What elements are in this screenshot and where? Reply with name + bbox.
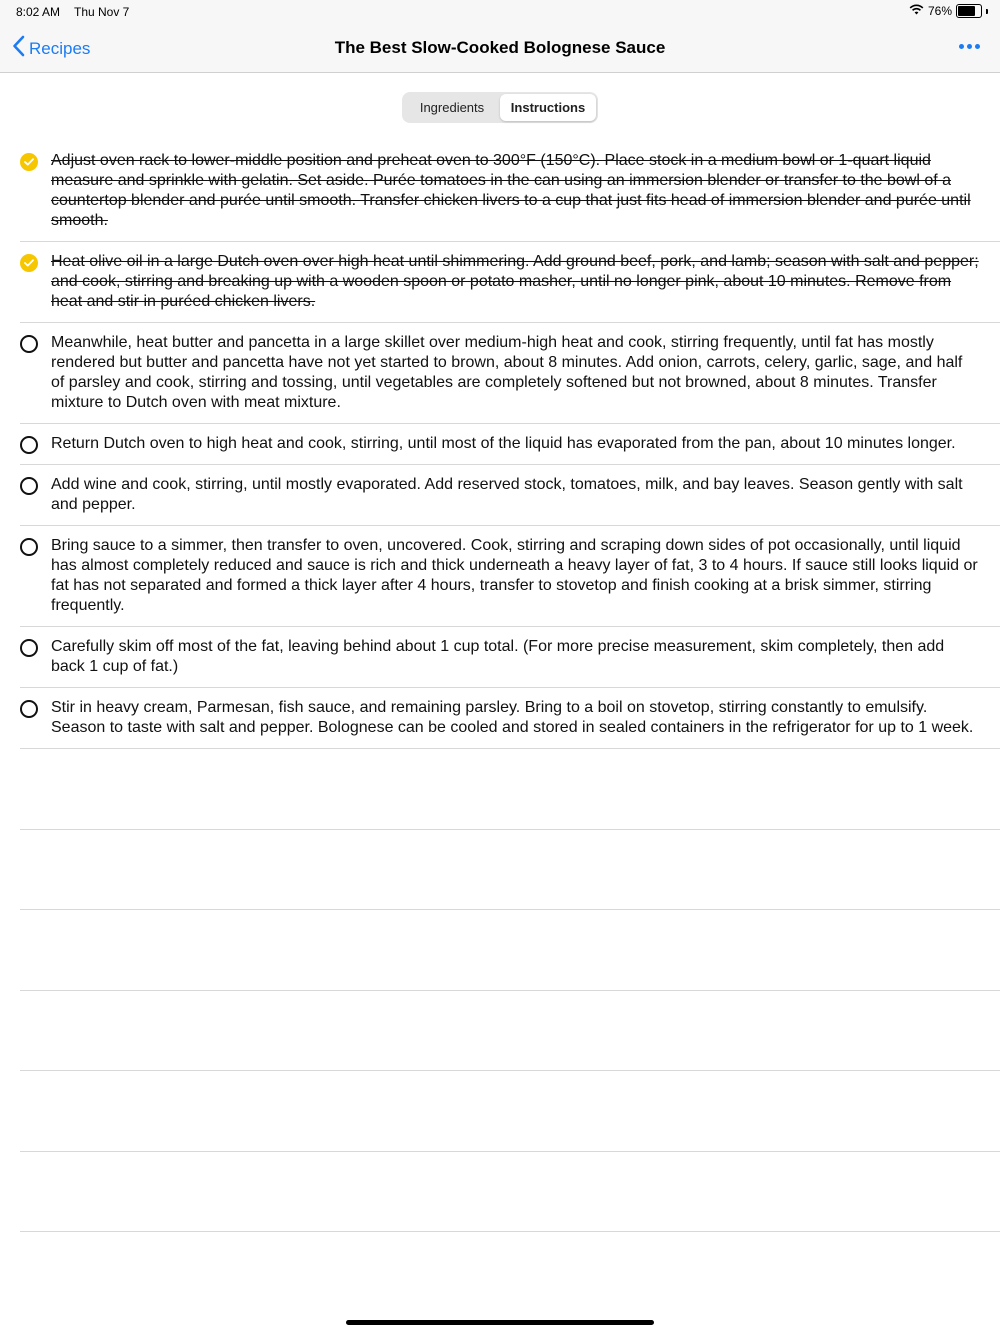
empty-row: [20, 1071, 1000, 1152]
empty-row: [20, 910, 1000, 991]
empty-row: [20, 1152, 1000, 1233]
step-checkbox[interactable]: [20, 637, 51, 657]
empty-circle-icon: [20, 335, 38, 353]
tab-instructions[interactable]: Instructions: [500, 94, 596, 121]
empty-circle-icon: [20, 700, 38, 718]
step-checkbox[interactable]: [20, 536, 51, 556]
empty-circle-icon: [20, 639, 38, 657]
step-checkbox[interactable]: [20, 698, 51, 718]
empty-row: [20, 991, 1000, 1072]
step-text: Carefully skim off most of the fat, leaving behind about 1 cup total. (For more precise measurement, skim completely, then add back 1 cup of fat.): [51, 638, 945, 675]
checkmark-circle-icon: [20, 153, 38, 171]
more-button[interactable]: [959, 44, 980, 49]
instruction-step[interactable]: [20, 688, 1000, 749]
instruction-step[interactable]: [20, 242, 1000, 323]
instruction-step[interactable]: [20, 526, 1000, 627]
status-time: 8:02 AM: [16, 5, 61, 19]
battery-icon: [956, 4, 982, 18]
empty-circle-icon: [20, 477, 38, 495]
step-checkbox[interactable]: [20, 151, 51, 171]
wifi-icon: [909, 4, 924, 18]
step-text: Stir in heavy cream, Parmesan, fish sauce, and remaining parsley. Bring to a boil on stovetop, stirring constantly to emulsify. Season to taste with salt and pepper. Bolognese can be cooled and stored in sealed containers in the refrigerator for up to 1 week.: [51, 699, 974, 736]
status-indicators: [909, 4, 988, 18]
ellipsis-icon-dot: [975, 44, 980, 49]
instruction-step[interactable]: [20, 465, 1000, 526]
step-checkbox[interactable]: [20, 252, 51, 272]
segmented-control: [402, 92, 598, 123]
step-text: Return Dutch oven to high heat and cook, stirring, until most of the liquid has evaporated from the pan, about 10 minutes longer.: [51, 435, 956, 452]
battery-level: [958, 6, 975, 16]
step-checkbox[interactable]: [20, 434, 51, 454]
empty-row: [20, 749, 1000, 830]
step-text: Adjust oven rack to lower-middle position and preheat oven to 300°F (150°C). Place stock in a medium bowl or 1-quart liquid measure and sprinkle with gelatin. Set aside. Purée tomatoes in the can using an immersion blender or transfer to the bowl of a countertop blender and purée until smooth. Transfer chicken livers to a cup that just fits head of immersion blender and purée until smooth.: [51, 152, 971, 229]
step-checkbox[interactable]: [20, 333, 51, 353]
step-text: Bring sauce to a simmer, then transfer to oven, uncovered. Cook, stirring and scraping down sides of pot occasionally, until liquid has almost completely reduced and sauce is rich and thick underneath a heavy layer of fat, 3 to 4 hours. If sauce still looks liquid or fat has not separated and formed a thick layer after 4 hours, transfer to stovetop and finish cooking at a brisk simmer, stirring frequently.: [51, 537, 978, 614]
instruction-step[interactable]: [20, 141, 1000, 242]
ellipsis-icon-dot: [967, 44, 972, 49]
home-indicator: [346, 1320, 654, 1325]
step-text: Meanwhile, heat butter and pancetta in a large skillet over medium-high heat and cook, stirring frequently, until fat has mostly rendered but butter and pancetta have not yet started to brown, about 8 minutes. Add onion, carrots, celery, garlic, sage, and half of parsley and cook, stirring and tossing, until vegetables are completely softened but not browned, about 8 minutes. Transfer mixture to Dutch oven with meat mixture.: [51, 334, 963, 411]
instructions-list: [20, 141, 1000, 1232]
instruction-step[interactable]: [20, 627, 1000, 688]
status-date: Thu Nov 7: [74, 5, 130, 19]
step-text: Add wine and cook, stirring, until mostly evaporated. Add reserved stock, tomatoes, milk, and bay leaves. Season gently with salt and pepper.: [51, 476, 963, 513]
tab-ingredients[interactable]: Ingredients: [419, 100, 485, 115]
step-checkbox[interactable]: [20, 475, 51, 495]
battery-tip: [986, 9, 988, 14]
back-button-label: Recipes: [29, 38, 91, 58]
empty-circle-icon: [20, 436, 38, 454]
instruction-step[interactable]: [20, 323, 1000, 424]
step-text: Heat olive oil in a large Dutch oven over high heat until shimmering. Add ground beef, pork, and lamb; season with salt and pepper; and cook, stirring and breaking up with a wooden spoon or potato masher, until no longer pink, about 10 minutes. Remove from heat and stir in puréed chicken livers.: [51, 253, 979, 310]
empty-circle-icon: [20, 538, 38, 556]
checkmark-circle-icon: [20, 254, 38, 272]
navigation-bar: [0, 24, 1000, 73]
instruction-step[interactable]: [20, 424, 1000, 465]
empty-row: [20, 830, 1000, 911]
page-title: The Best Slow-Cooked Bolognese Sauce: [334, 38, 666, 57]
status-bar: [0, 0, 1000, 24]
ellipsis-icon: [959, 44, 964, 49]
battery-percentage: 76%: [927, 4, 952, 18]
